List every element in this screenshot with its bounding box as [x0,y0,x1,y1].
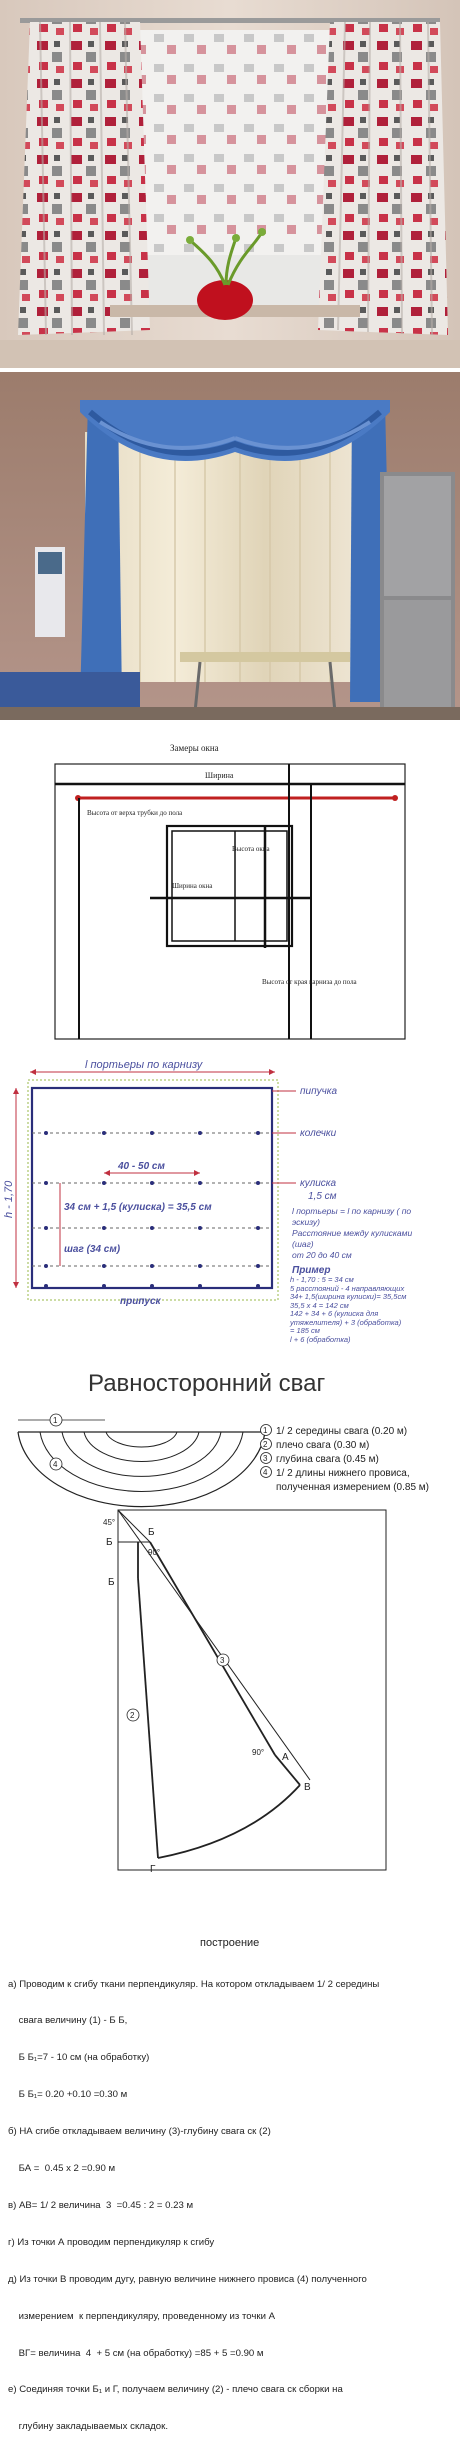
example-line: 5 расстояний - 4 направляющих [290,1283,405,1293]
angle-45: 45° [103,1518,116,1527]
example-line: утяжелителя) + 3 (обработка) [290,1317,402,1327]
legend-item: 1/ 2 середины свага (0.20 м) [276,1426,408,1437]
step-line: ВГ= величина 4 + 5 см (на обработку) =85 + 5 =0.90 м [8,2347,264,2359]
num2-fig: 2 [130,1711,135,1720]
point-v: В [304,1782,311,1793]
angle-90b: 90° [252,1748,265,1757]
allowance-label: припуск [120,1296,161,1307]
top-label: l портьеры по карнизу [85,1059,203,1071]
construction-title: построение [200,1937,260,1949]
height-from-rod-label: Высота от верха трубки до пола [87,809,183,817]
angle-90: 90° [148,1548,161,1557]
legend-cont: полученная измерением (0.85 м) [276,1482,429,1493]
note-line: Расстояние между кулисками [292,1228,413,1238]
swag-title: Равносторонний сваг [88,1370,326,1397]
calc-label: 34 см + 1,5 (кулиска) = 35,5 см [64,1202,212,1213]
example-lines-cont [290,1310,460,1344]
example-line: l + 6 (обработка) [290,1334,351,1344]
measure-title: Замеры окна [170,743,219,753]
step-line: д) Из точки В проводим дугу, равную величине нижнего провиса (4) полученного [8,2273,367,2285]
legend-item: 1/ 2 длины нижнего провиса, [276,1468,410,1479]
step-line: а) Проводим к сгибу ткани перпендикуляр. На котором откладываем 1/ 2 середины [8,1978,380,1990]
kulisa-label: кулиска [300,1178,337,1189]
step-line: БА = 0.45 х 2 =0.90 м [8,2163,116,2175]
step-line: е) Соединяя точки Б₁ и Г, получаем величину (2) - плечо свага ск сборки на [8,2384,343,2396]
width-label: Ширина [205,771,234,780]
step-line: г) Из точки А проводим перпендикуляр к сгибу [8,2236,215,2248]
step-line: Б Б₁=7 - 10 см (на обработку) [8,2052,150,2064]
construction-steps [8,1954,456,2458]
note-line: l портьеры = l по карнизу ( по [292,1206,412,1216]
swag-diagram [0,1350,460,2433]
step-line: глубину закладываемых складок. [8,2421,168,2433]
curtain-diagram [0,1058,460,1313]
legend-item: плечо свага (0.30 м) [276,1440,370,1451]
legend-num: 4 [263,1468,268,1477]
point-b2: Б [108,1577,115,1588]
step-line: б) НА сгибе откладываем величину (3)-глубину свага ск (2) [8,2126,271,2138]
note-line: (шаг) [292,1239,314,1249]
legend-num: 3 [263,1454,268,1463]
measure-diagram [0,726,460,1056]
curtain-diagram-svg [0,1058,460,1313]
point-a: А [282,1752,289,1763]
note-line: эскизу) [292,1217,320,1227]
photo-swag-kitchen [0,372,460,720]
num1-top: 1 [53,1416,58,1425]
step-line: измерением к перпендикуляру, проведенному из точки А [8,2310,275,2322]
photo-curtains-window [0,0,460,368]
spacing-label: 40 - 50 см [118,1161,165,1172]
step-line: Б Б₁= 0.20 +0.10 =0.30 м [8,2089,128,2101]
legend-item: глубина свага (0.45 м) [276,1454,379,1465]
point-b1: Б [106,1537,113,1548]
point-b: Б [148,1527,155,1538]
example-line: h - 1,70 : 5 = 34 см [290,1275,354,1284]
example-line: 142 + 34 + 6 (кулиска для [290,1309,379,1318]
height-from-cornice-label: Высота от края карниза до пола [262,978,357,986]
kulisa-size: 1,5 см [308,1191,337,1202]
num3-fig: 3 [220,1656,225,1665]
step-label: шаг (34 см) [64,1244,121,1255]
example-line: 35,5 х 4 = 142 см [290,1300,349,1310]
height-label: h - 1,70 [3,1180,15,1218]
example-line: 34+ 1,5(ширина кулиски)= 35,5см [290,1292,407,1301]
legend-num: 1 [263,1426,268,1435]
legend-num: 2 [263,1440,268,1449]
example-lines [290,1276,460,1310]
kolechki-label: колечки [300,1128,337,1139]
example-line: = 185 см [290,1326,320,1335]
point-g: Г [150,1864,156,1875]
example-title: Пример [292,1265,331,1276]
measure-diagram-svg [0,726,460,1056]
note-line: от 20 до 40 см [292,1250,352,1260]
pipuchka-label: пипучка [300,1086,338,1097]
window-width-label: Ширина окна [172,882,213,890]
photo-curtains-illustration [0,0,460,368]
step-line: свага величину (1) - Б Б, [8,2015,128,2027]
step-line: в) АВ= 1/ 2 величина 3 =0.45 : 2 = 0.23 м [8,2199,194,2211]
photo-swag-illustration [0,372,460,720]
num4-top: 4 [53,1460,58,1469]
window-height-label: Высота окна [232,845,270,853]
swag-pattern-svg [0,1410,460,1920]
